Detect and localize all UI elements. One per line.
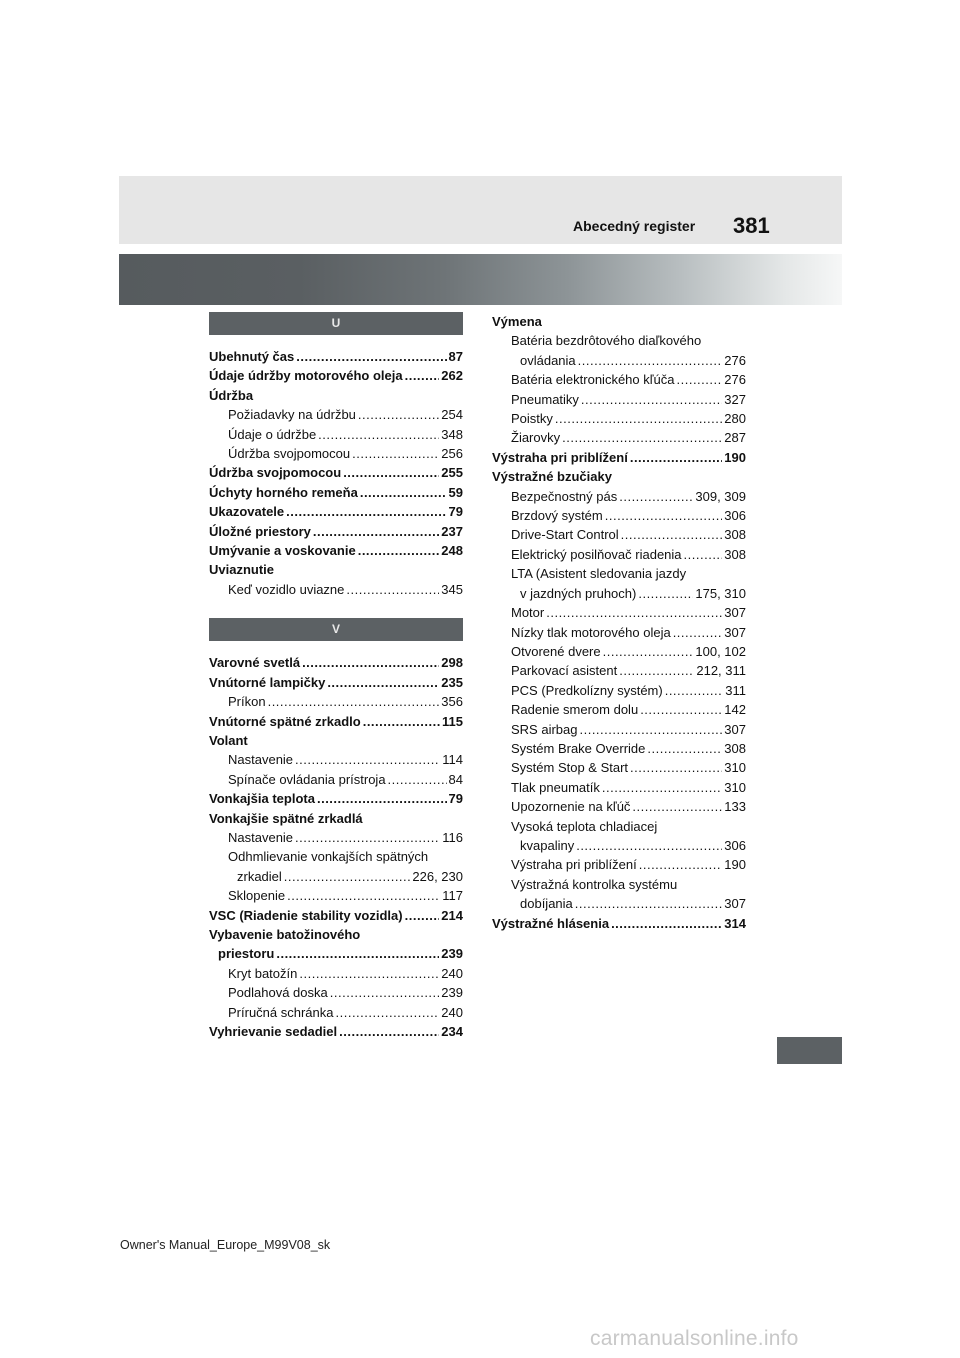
entry-page-ref: 239 [441, 985, 463, 1001]
index-entry [492, 428, 746, 447]
entry-label: Výstražné bzučiaky [492, 469, 612, 485]
entry-page-ref: 190 [724, 449, 746, 465]
entry-label: Systém Stop & Start [511, 760, 629, 776]
index-entry [492, 817, 746, 836]
entry-page-ref: 308 [724, 546, 746, 562]
dot-leader [630, 448, 722, 467]
entry-label: Umývanie a voskovanie [209, 543, 356, 559]
entry-page-ref: 114 [442, 752, 463, 768]
index-entry [492, 700, 746, 719]
index-entry [492, 642, 746, 661]
dot-leader [619, 661, 694, 680]
entry-label: Uviaznutie [209, 562, 275, 578]
entry-page-ref: 308 [724, 527, 746, 543]
dot-leader [630, 758, 722, 777]
dot-leader [603, 642, 694, 661]
index-entry [209, 502, 463, 521]
entry-page-ref: 234 [441, 1024, 463, 1039]
index-entry [209, 580, 463, 599]
dot-leader [317, 789, 447, 808]
dot-leader [330, 983, 440, 1002]
watermark: carmanualsonline.info [590, 1327, 799, 1350]
entry-page-ref: 115 [442, 713, 463, 729]
entry-label: Vnútorné spätné zrkadlo [209, 713, 361, 729]
index-entry [209, 692, 463, 711]
dot-leader [360, 483, 447, 502]
entry-label: Nízky tlak motorového oleja [511, 624, 671, 640]
index-entry [209, 770, 463, 789]
entry-page-ref: 314 [724, 915, 746, 931]
entry-page-ref: 348 [441, 426, 463, 442]
entry-page-ref: 276 [724, 352, 746, 368]
dot-leader [405, 906, 440, 925]
entry-label: Príkon [228, 694, 266, 710]
index-entry [492, 331, 746, 350]
dot-leader [358, 405, 439, 424]
entry-label: Drive-Start Control [511, 527, 619, 543]
dot-leader [299, 964, 439, 983]
index-entry [492, 390, 746, 409]
dot-leader [555, 409, 722, 428]
entry-page-ref: 239 [441, 946, 463, 962]
entry-page-ref: 190 [724, 857, 746, 873]
entry-label: Sklopenie [228, 888, 286, 904]
index-entry [209, 906, 463, 925]
entry-page-ref: 276 [724, 372, 746, 388]
entry-page-ref: 248 [441, 543, 463, 559]
index-entry [209, 847, 463, 866]
dot-leader [268, 692, 440, 711]
entry-page-ref: 306 [724, 837, 746, 853]
entry-label: Výmena [492, 314, 542, 329]
entry-page-ref: 345 [441, 581, 463, 597]
dot-leader [363, 712, 440, 731]
dot-leader [647, 739, 722, 758]
entry-label: Elektrický posilňovač riadenia [511, 546, 682, 562]
entry-page-ref: 59 [448, 484, 463, 500]
entry-page-ref: 254 [441, 407, 463, 423]
index-entry [209, 809, 463, 828]
entry-label: zrkadiel [237, 868, 282, 884]
entry-page-ref: 310 [724, 779, 746, 795]
index-entry [492, 914, 746, 933]
dot-leader [339, 1022, 439, 1041]
entry-label: Úložné priestory [209, 523, 311, 539]
entry-label: Batéria bezdrôtového diaľkového [511, 333, 702, 349]
entry-label: Vyhrievanie sedadiel [209, 1024, 338, 1039]
index-entry [492, 525, 746, 544]
entry-page-ref: 356 [441, 694, 463, 710]
entry-page-ref: 133 [724, 799, 746, 815]
index-entry [492, 448, 746, 467]
index-entry [492, 758, 746, 777]
entry-label: Úchyty horného remeňa [209, 484, 358, 500]
entry-page-ref: 307 [724, 624, 746, 640]
entry-page-ref: 310 [724, 760, 746, 776]
entry-label: Tlak pneumatík [511, 779, 600, 795]
entry-label: Údaje údržby motorového oleja [209, 368, 403, 384]
index-entry [492, 855, 746, 874]
index-entry [492, 409, 746, 428]
entry-page-ref: 306 [724, 508, 746, 524]
entry-label: VSC (Riadenie stability vozidla) [209, 907, 403, 923]
index-entry [209, 347, 463, 366]
entry-label: Pneumatiky [511, 391, 579, 407]
entry-label: Údržba svojpomocou [228, 446, 351, 462]
index-column-left [209, 312, 463, 1041]
dot-leader [611, 914, 722, 933]
entry-page-ref: 117 [442, 888, 463, 904]
page-number: 381 [733, 213, 770, 238]
dot-leader [388, 770, 447, 789]
entry-page-ref: 116 [442, 829, 463, 845]
index-entry [492, 797, 746, 816]
index-entry [492, 623, 746, 642]
index-entry [209, 673, 463, 692]
entry-page-ref: 280 [724, 411, 746, 427]
entry-label: Systém Brake Override [511, 740, 646, 756]
dot-leader [619, 487, 693, 506]
dot-leader [318, 425, 439, 444]
dot-leader [575, 894, 723, 913]
index-entry [492, 739, 746, 758]
index-entry [492, 836, 746, 855]
index-entry [492, 370, 746, 389]
dot-leader [602, 778, 722, 797]
entry-label: Výstraha pri priblížení [511, 857, 637, 873]
entry-page-ref: 79 [448, 791, 463, 807]
index-entry [209, 983, 463, 1002]
entry-label: LTA (Asistent sledovania jazdy [511, 566, 687, 582]
dot-leader [352, 444, 439, 463]
dot-leader [562, 428, 722, 447]
section-tab-marker [777, 1037, 842, 1064]
entry-label: Podlahová doska [228, 985, 328, 1001]
dot-leader [296, 347, 446, 366]
entry-page-ref: 100, 102 [695, 643, 746, 659]
entry-page-ref: 298 [441, 655, 463, 671]
entry-label: Varovné svetlá [209, 655, 301, 671]
entry-label: Bezpečnostný pás [511, 488, 618, 504]
index-entry [209, 366, 463, 385]
dot-leader [546, 603, 722, 622]
dot-leader [640, 700, 722, 719]
entry-page-ref: 226, 230 [412, 868, 463, 884]
index-entry [492, 603, 746, 622]
entry-label: priestoru [218, 946, 275, 962]
dot-leader [581, 390, 722, 409]
index-column-right [492, 312, 746, 933]
entry-label: Výstraha pri priblížení [492, 449, 628, 465]
dot-leader [673, 623, 723, 642]
index-entry [209, 925, 463, 944]
dot-leader [343, 463, 439, 482]
decorative-gradient-bar [119, 254, 842, 305]
entry-label: Požiadavky na údržbu [228, 407, 356, 423]
index-entry [209, 886, 463, 905]
entry-page-ref: 142 [724, 702, 746, 718]
dot-leader [313, 522, 439, 541]
entry-page-ref: 308 [724, 740, 746, 756]
index-entry [209, 425, 463, 444]
entry-page-ref: 307 [724, 896, 746, 912]
dot-leader [358, 541, 440, 560]
entry-label: PCS (Predkolízny systém) [511, 682, 663, 698]
index-entry [492, 545, 746, 564]
entry-label: Údržba svojpomocou [209, 465, 342, 481]
index-entry [209, 386, 463, 405]
index-entry [492, 894, 746, 913]
entry-label: Vonkajšia teplota [209, 791, 315, 807]
dot-leader [638, 584, 693, 603]
index-entry [492, 720, 746, 739]
entry-page-ref: 235 [441, 674, 463, 690]
dot-leader [665, 681, 724, 700]
index-entry [209, 405, 463, 424]
dot-leader [579, 720, 722, 739]
entry-label: v jazdných pruhoch) [520, 585, 637, 601]
index-entry [209, 653, 463, 672]
entry-page-ref: 87 [448, 349, 463, 364]
dot-leader [605, 506, 723, 525]
index-entry [492, 584, 746, 603]
index-entry [209, 731, 463, 750]
index-entry [492, 681, 746, 700]
index-entry [209, 789, 463, 808]
entry-label: Ubehnutý čas [209, 349, 295, 364]
entry-label: Výstražná kontrolka systému [511, 876, 678, 892]
entry-label: Príručná schránka [228, 1004, 334, 1020]
dot-leader [405, 366, 440, 385]
index-entry [492, 467, 746, 486]
entry-page-ref: 309, 309 [695, 488, 746, 504]
entry-label: Batéria elektronického kľúča [511, 372, 675, 388]
index-entry [492, 564, 746, 583]
letter-section-header: V [209, 618, 463, 641]
entry-label: Nastavenie [228, 829, 294, 845]
entry-label: Upozornenie na kľúč [511, 799, 631, 815]
entry-page-ref: 79 [448, 504, 463, 520]
index-entry [209, 541, 463, 560]
dot-leader [276, 944, 439, 963]
entry-page-ref: 307 [724, 721, 746, 737]
entry-label: Volant [209, 732, 248, 748]
index-entry [209, 483, 463, 502]
entry-label: ovládania [520, 352, 576, 368]
dot-leader [578, 351, 723, 370]
dot-leader [327, 673, 439, 692]
entry-page-ref: 307 [724, 605, 746, 621]
entry-label: Vysoká teplota chladiacej [511, 818, 658, 834]
entry-label: Ukazovatele [209, 504, 285, 520]
entry-page-ref: 327 [724, 391, 746, 407]
entry-label: SRS airbag [511, 721, 578, 737]
index-entry [209, 944, 463, 963]
index-entry [492, 506, 746, 525]
entry-page-ref: 256 [441, 446, 463, 462]
entry-page-ref: 311 [725, 682, 746, 698]
dot-leader [295, 828, 440, 847]
entry-page-ref: 240 [441, 1004, 463, 1020]
entry-page-ref: 237 [441, 523, 463, 539]
index-entry [492, 661, 746, 680]
dot-leader [684, 545, 723, 564]
dot-leader [346, 580, 439, 599]
index-entry [209, 867, 463, 886]
index-entry [209, 522, 463, 541]
index-entry [209, 463, 463, 482]
index-entry [209, 1022, 463, 1041]
entry-label: Poistky [511, 411, 553, 427]
entry-label: Žiarovky [511, 430, 561, 446]
dot-leader [639, 855, 723, 874]
index-entry [209, 560, 463, 579]
entry-label: Vnútorné lampičky [209, 674, 326, 690]
entry-label: Parkovací asistent [511, 663, 618, 679]
dot-leader [336, 1003, 440, 1022]
entry-label: Motor [511, 605, 545, 621]
entry-label: Otvorené dvere [511, 643, 601, 659]
index-entry [209, 444, 463, 463]
index-entry [209, 828, 463, 847]
entry-label: Radenie smerom dolu [511, 702, 639, 718]
letter-section-header: U [209, 312, 463, 335]
dot-leader [621, 525, 723, 544]
index-entry [492, 778, 746, 797]
entry-label: Keď vozidlo uviazne [228, 581, 345, 597]
section-title: Abecedný register [573, 218, 696, 234]
index-entry [209, 712, 463, 731]
entry-label: Údržba [209, 387, 254, 403]
entry-page-ref: 240 [441, 965, 463, 981]
index-entry [492, 351, 746, 370]
dot-leader [295, 750, 440, 769]
dot-leader [632, 797, 722, 816]
index-entry [209, 964, 463, 983]
entry-page-ref: 262 [441, 368, 463, 384]
dot-leader [302, 653, 439, 672]
entry-page-ref: 214 [441, 907, 463, 923]
entry-label: dobíjania [520, 896, 573, 912]
index-entry [492, 487, 746, 506]
entry-label: Výstražné hlásenia [492, 915, 610, 931]
entry-label: Nastavenie [228, 752, 294, 768]
manual-name: Owner's Manual_Europe_M99V08_sk [120, 1238, 331, 1252]
entry-page-ref: 84 [448, 771, 463, 787]
entry-label: Údaje o údržbe [228, 426, 317, 442]
entry-label: Odhmlievanie vonkajších spätných [228, 849, 429, 865]
index-entry [492, 312, 746, 331]
entry-page-ref: 287 [724, 430, 746, 446]
entry-label: Kryt batožín [228, 965, 298, 981]
entry-page-ref: 175, 310 [695, 585, 746, 601]
entry-page-ref: 255 [441, 465, 463, 481]
index-entry [209, 1003, 463, 1022]
entry-label: Vonkajšie spätné zrkadlá [209, 810, 363, 826]
entry-label: kvapaliny [520, 837, 575, 853]
index-entry [492, 875, 746, 894]
entry-label: Vybavenie batožinového [209, 926, 361, 942]
dot-leader [677, 370, 723, 389]
entry-label: Spínače ovládania prístroja [228, 771, 386, 787]
dot-leader [287, 886, 440, 905]
dot-leader [576, 836, 722, 855]
section-gap [209, 599, 463, 618]
entry-page-ref: 212, 311 [696, 663, 746, 679]
index-entry [209, 750, 463, 769]
dot-leader [286, 502, 446, 521]
entry-label: Brzdový systém [511, 508, 603, 524]
dot-leader [284, 867, 411, 886]
